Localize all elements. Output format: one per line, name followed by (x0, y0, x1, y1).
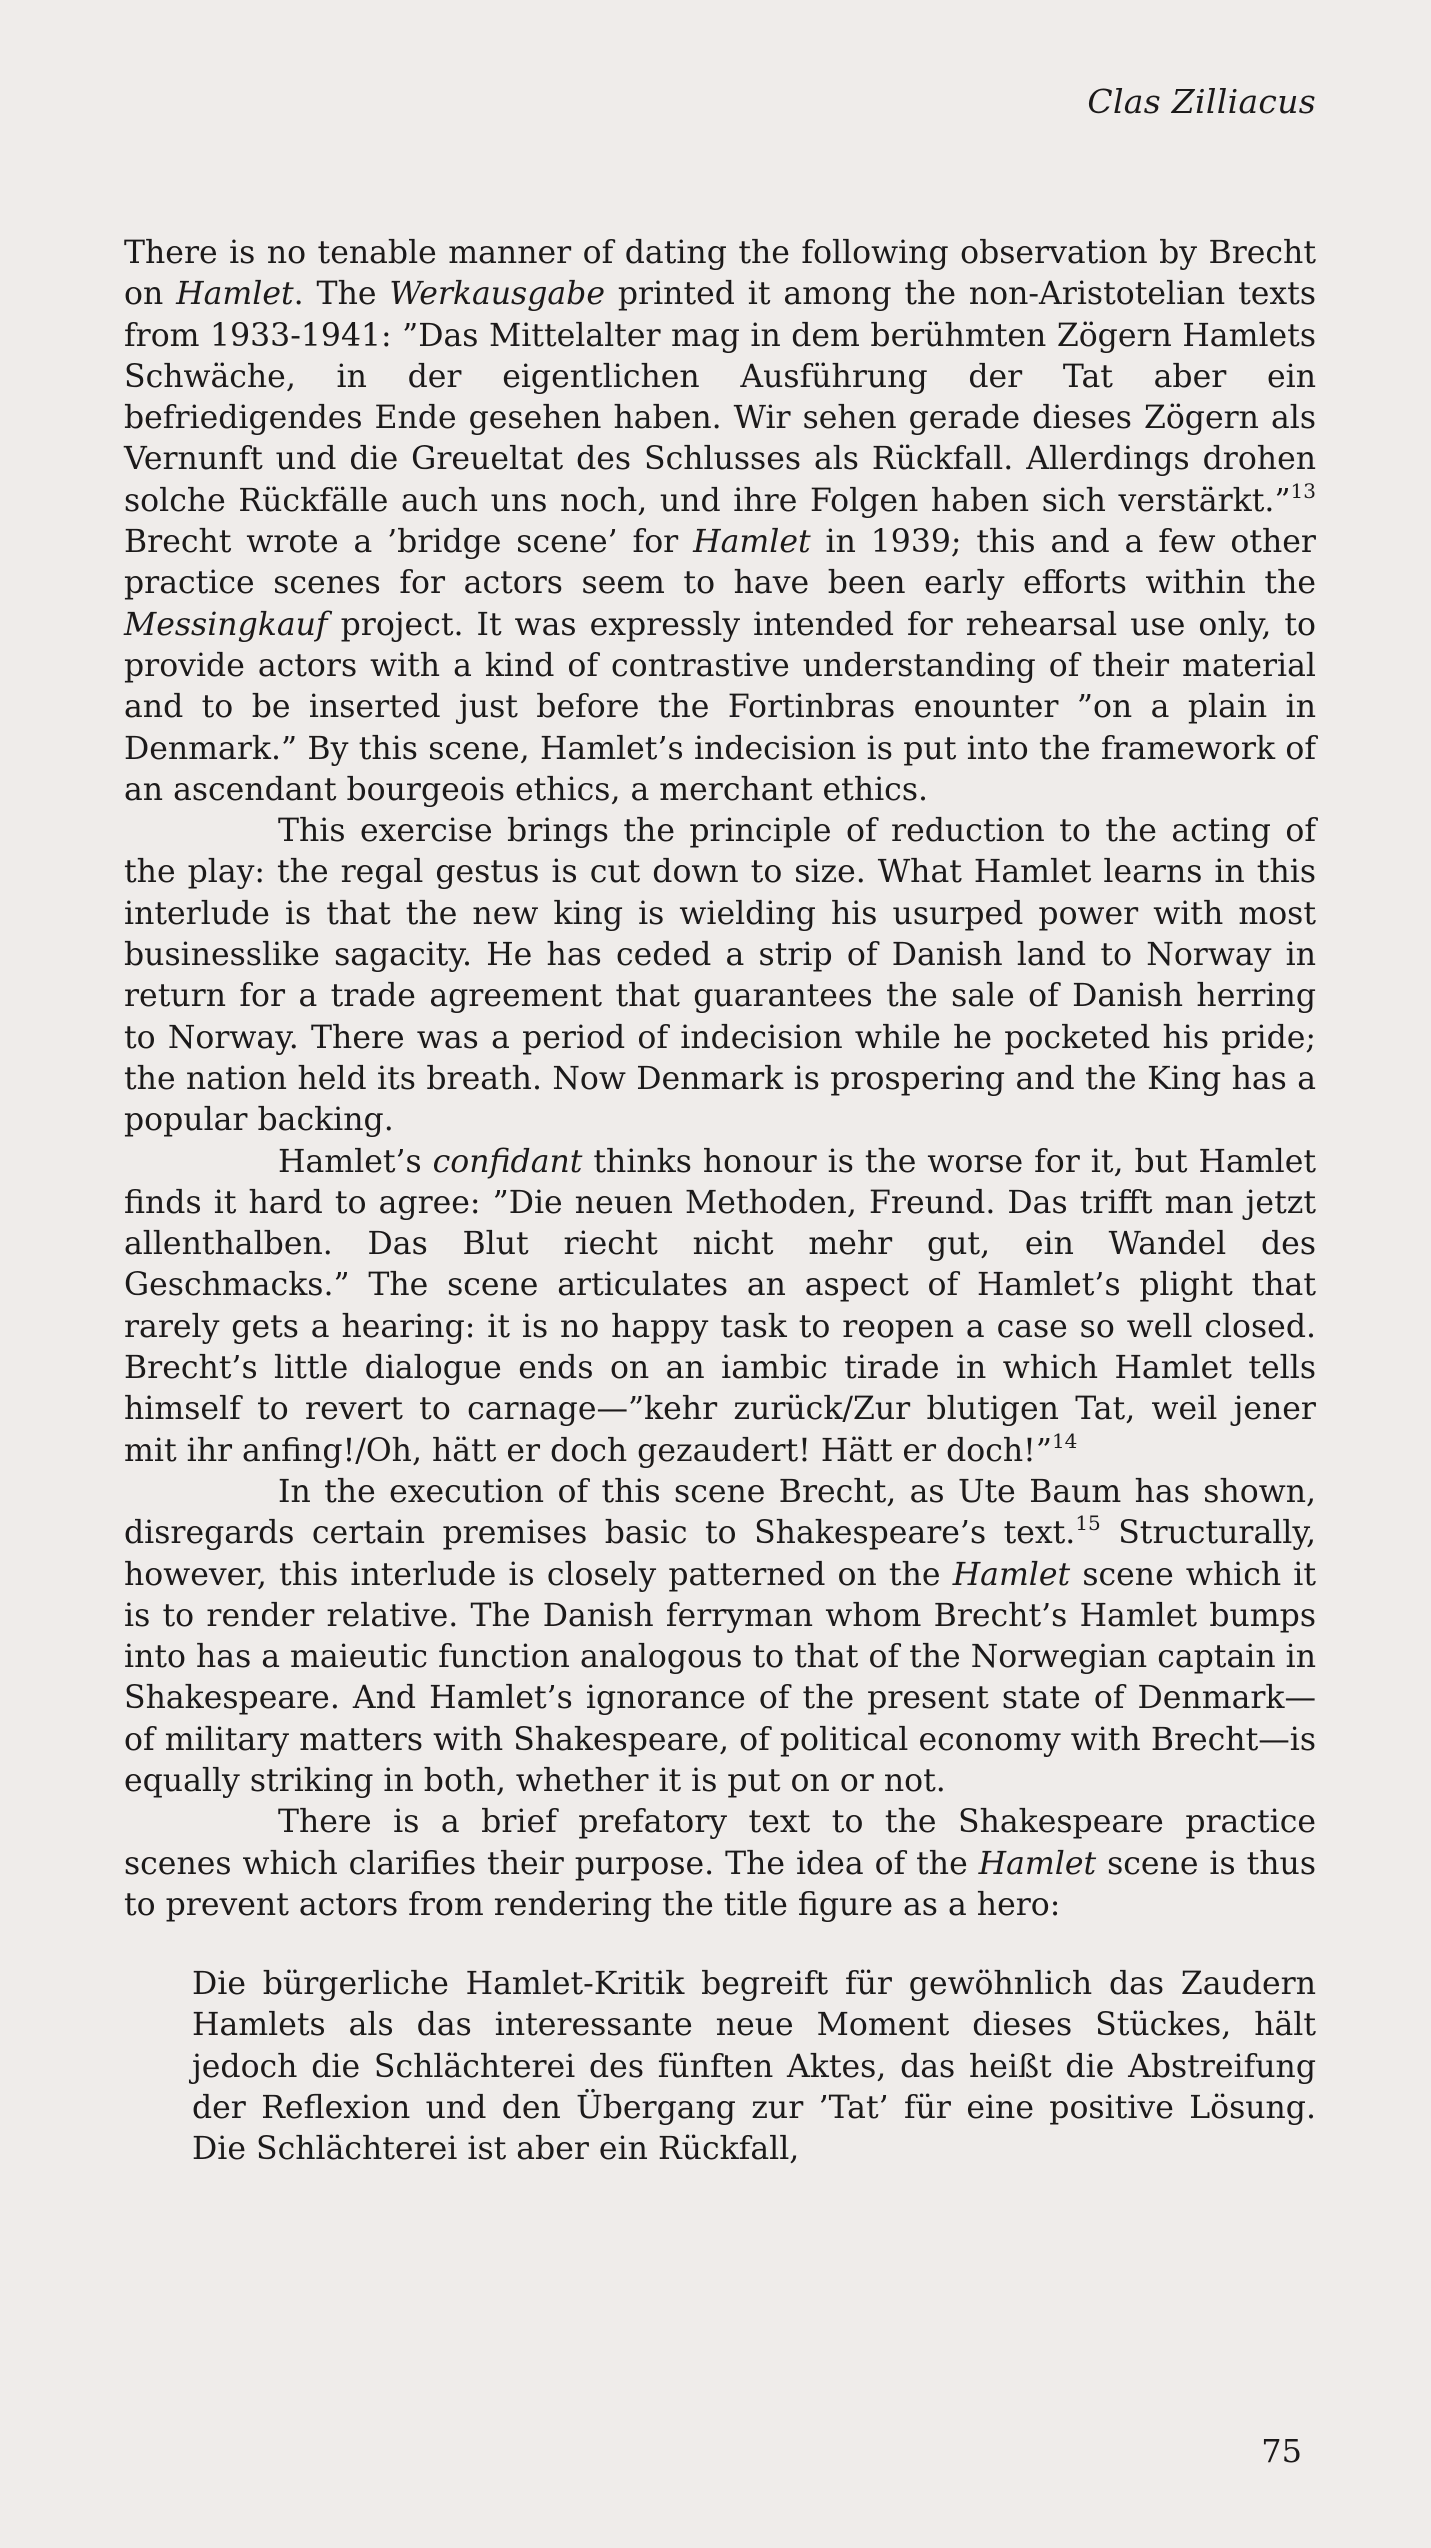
paragraph-list (124, 233, 1316, 1926)
footnote-marker: 14 (1051, 1428, 1078, 1453)
italic-title: Messingkauf (124, 606, 328, 643)
body-text (124, 233, 1316, 2171)
text-run: scene is thus to prevent actors from rendering the title figure as a hero: (124, 1845, 1316, 1923)
italic-title: confidant (432, 1143, 583, 1180)
text-run: project. It was expressly intended for rehearsal use only, to provide actors with a kind of contrastive understanding of their material and to be inserted just before the Fortinbras enounter ”on a plain in Denmark.” By this scene, Hamlet’s indecision is put into the framework of an ascendant bourgeois ethics, a merchant ethics. (124, 606, 1316, 808)
italic-title: Hamlet (952, 1556, 1071, 1593)
running-head-author: Clas Zilliacus (1087, 82, 1316, 121)
block-quote: Die bürgerliche Hamlet-Kritik begreift für gewöhnlich das Zaudern Hamlets als das interessante neue Moment dieses Stückes, hält jedoch die Schlächterei des fünften Aktes, das heißt die Abstreifung der Reflexion und den Übergang zur ’Tat’ für eine positive Lösung. Die Schlächterei ist aber ein Rückfall, (192, 1966, 1316, 2168)
text-run: scene which it is to render relative. The Danish ferryman whom Brecht’s Hamlet bumps into has a maieutic function analogous to that of the Norwegian captain in Shakespeare. And Hamlet’s ignorance of the present state of Denmark—of military matters with Shakespeare, of political economy with Brecht—is equally striking in both, whether it is put on or not. (124, 1556, 1317, 1799)
text-run: . The (293, 276, 390, 313)
italic-title: Hamlet (693, 524, 811, 561)
page-number: 75 (1261, 2432, 1302, 2470)
italic-title: Werkausgabe (389, 276, 605, 313)
text-run: Hamlet’s (278, 1143, 433, 1180)
footnote-marker: 13 (1290, 478, 1316, 503)
text-run: There is no tenable manner of dating the following observation by Brecht on (124, 235, 1316, 313)
footnote-marker: 15 (1075, 1511, 1101, 1536)
body-paragraph (124, 233, 1316, 811)
text-run: Brecht wrote a ’bridge scene’ for (124, 524, 694, 561)
italic-title: Hamlet (978, 1845, 1097, 1882)
body-paragraph (124, 1802, 1316, 1926)
text-run: In the execution of this scene Brecht, as Ute Baum has shown, disregards certain premises basic to Shakespeare’s text. (124, 1473, 1316, 1552)
text-run: in 1939; this and a few other practice scenes for actors seem to have been early efforts within the (124, 524, 1316, 602)
text-run: Structurally, however, this interlude is closely patterned on the (124, 1515, 1317, 1593)
body-paragraph (124, 1142, 1316, 1472)
text-run: printed it among the non-Aristotelian texts from 1933-1941: ”Das Mittelalter mag in dem berühmten Zögern Hamlets Schwäche, in der eigentlichen Ausführung der Tat aber ein befriedigendes Ende gesehen haben. Wir sehen gerade dieses Zögern als Vernunft und die Greueltat des Schlusses als Rückfall. Allerdings drohen solche Rückfälle auch uns noch, und ihre Folgen haben sich verstärkt.” (124, 276, 1316, 519)
text-run: This exercise brings the principle of reduction to the acting of the play: the regal gestus is cut down to size. What Hamlet learns in this interlude is that the new king is wielding his usurped power with most businesslike sagacity. He has ceded a strip of Danish land to Norway in return for a trade agreement that guarantees the sale of Danish herring to Norway. There was a period of indecision while he pocketed his pride; the nation held its breath. Now Denmark is prospering and the King has a popular backing. (124, 813, 1316, 1139)
italic-title: Hamlet (176, 276, 294, 313)
text-run: thinks honour is the worse for it, but Hamlet finds it hard to agree: ”Die neuen Methoden, Freund. Das trifft man jetzt allenthalben. Das Blut riecht nicht mehr gut, ein Wandel des Geschmacks.” The scene articulates an aspect of Hamlet’s plight that rarely gets a hearing: it is no happy task to reopen a case so well closed. Brecht’s little dialogue ends on an iambic tirade in which Hamlet tells himself to revert to carnage—”kehr zurück/Zur blutigen Tat, weil jener mit ihr anfing!/Oh, hätt er doch gezaudert! Hätt er doch!” (124, 1143, 1316, 1469)
body-paragraph (124, 811, 1316, 1141)
text-run: There is a brief prefatory text to the Shakespeare practice scenes which clarifies their purpose. The idea of the (124, 1804, 1316, 1882)
body-paragraph (124, 1472, 1316, 1802)
